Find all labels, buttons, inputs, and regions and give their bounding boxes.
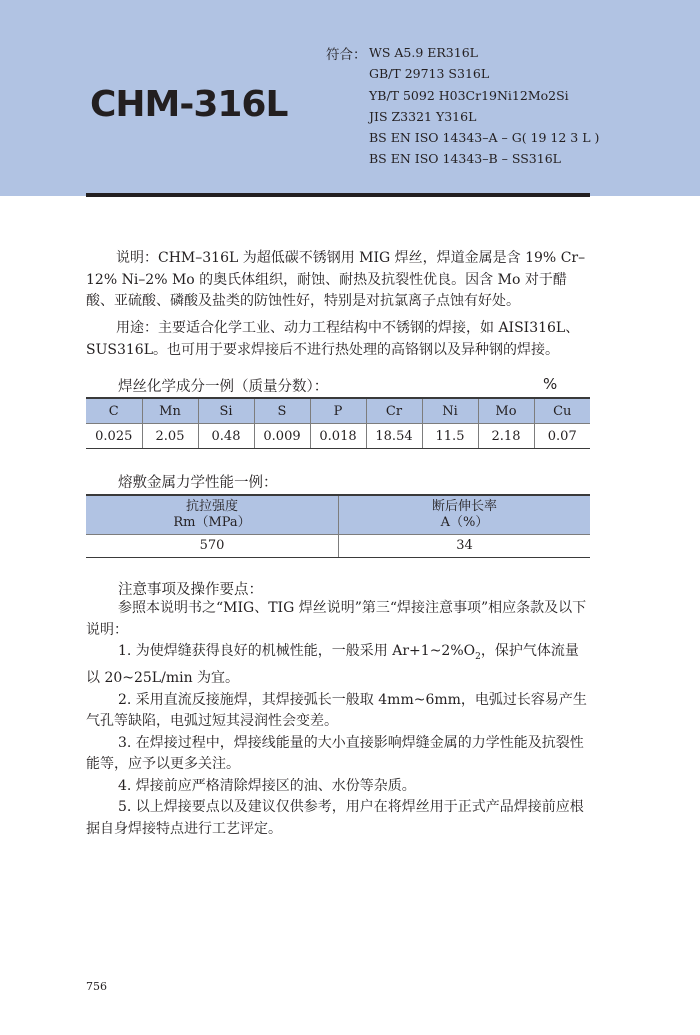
table-header-cell: S <box>254 398 310 424</box>
standards-list <box>369 42 599 170</box>
notes-item1-subscript: 2 <box>475 651 481 662</box>
table-header-cell: Cr <box>366 398 422 424</box>
table-cell: 34 <box>339 535 591 558</box>
table-cell: 18.54 <box>366 424 422 449</box>
notes-title: 注意事项及操作要点： <box>118 582 263 598</box>
tensile-strength-header: 抗拉强度 <box>185 499 238 514</box>
table-header-cell: Mo <box>478 398 534 424</box>
notes-item2-text: 2. 采用直流反接施焊，其焊接弧长一般取 4mm~6mm，电弧过长容易产生气孔等缺陷，电弧过短其浸润性会变差。 <box>86 691 587 730</box>
table-header-row <box>86 495 590 535</box>
notes-item <box>86 641 592 690</box>
table-cell: 2.18 <box>478 424 534 449</box>
mechanical-properties-table <box>86 494 590 558</box>
standard-item: BS EN ISO 14343–A – G( 19 12 3 L ) <box>369 130 600 146</box>
table-header-cell: Ni <box>422 398 478 424</box>
description-paragraph <box>86 248 592 313</box>
notes-item5-text: 5. 以上焊接要点以及建议仅供参考，用户在将焊丝用于正式产品焊接前应根据自身焊接特点进行工艺评定。 <box>86 799 584 837</box>
standards-label: 符合： <box>326 47 367 63</box>
notes-item1-text-end: ，保护气体流量以 20~25L/min 为宜。 <box>86 643 579 687</box>
usage-label: 用途： <box>116 320 158 336</box>
chem-table-title: 焊丝化学成分一例（质量分数）： <box>118 379 329 395</box>
table-header-cell: Mn <box>142 398 198 424</box>
notes-body <box>86 598 592 840</box>
table-row <box>86 424 590 449</box>
table-header-cell: P <box>310 398 366 424</box>
table-header-cell: C <box>86 398 142 424</box>
elongation-header: 断后伸长率 <box>431 499 497 514</box>
elongation-unit: A（%） <box>440 515 489 530</box>
table-header-cell: Cu <box>534 398 590 424</box>
notes-item1-text: 1. 为使焊缝获得良好的机械性能，一般采用 Ar+1~2%O <box>118 643 476 659</box>
mech-table-title: 熔敷金属力学性能一例： <box>118 475 278 491</box>
table-cell: 0.025 <box>86 424 142 449</box>
notes-item <box>86 776 592 798</box>
page-number: 756 <box>86 980 107 993</box>
description-text: CHM–316L 为超低碳不锈钢用 MIG 焊丝，焊道金属是含 19% Cr–12% Ni–2% Mo 的奥氏体组织，耐蚀、耐热及抗裂性优良。因含 Mo 对于醋酸、亚硫酸、磷酸及盐类的防蚀性好，特别是对抗氯离子点蚀有好处。 <box>86 250 586 309</box>
table-cell: 570 <box>86 535 339 558</box>
usage-paragraph <box>86 318 592 361</box>
table-cell: 0.009 <box>254 424 310 449</box>
notes-item <box>86 733 592 776</box>
description-label: 说明： <box>116 250 158 266</box>
table-cell: 0.48 <box>198 424 254 449</box>
header-rule <box>86 193 590 197</box>
standard-item: JIS Z3321 Y316L <box>369 108 477 124</box>
notes-item4-text: 4. 焊接前应严格清除焊接区的油、水份等杂质。 <box>118 777 416 794</box>
table-header-cell: Si <box>198 398 254 424</box>
standard-item: WS A5.9 ER316L <box>369 45 478 60</box>
standard-item: BS EN ISO 14343–B – SS316L <box>369 151 561 167</box>
table-cell: 2.05 <box>142 424 198 449</box>
notes-item <box>86 690 592 733</box>
chem-composition-table <box>86 397 590 449</box>
standard-item: YB/T 5092 H03Cr19Ni12Mo2Si <box>369 87 569 103</box>
notes-item <box>86 797 592 840</box>
table-cell: 0.07 <box>534 424 590 449</box>
notes-intro-text: 参照本说明书之“MIG、TIG 焊丝说明”第三“焊接注意事项”相应条款及以下说明： <box>86 600 587 638</box>
table-cell: 0.018 <box>310 424 366 449</box>
chem-table-unit: % <box>543 375 558 393</box>
table-header-cell <box>86 495 339 535</box>
notes-intro <box>86 598 592 641</box>
standard-item: GB/T 29713 S316L <box>369 66 490 82</box>
table-header-row <box>86 398 590 424</box>
notes-item3-text: 3. 在焊接过程中，焊接线能量的大小直接影响焊缝金属的力学性能及抗裂性能等，应予以更多关注。 <box>86 734 584 773</box>
table-header-cell <box>339 495 591 535</box>
usage-text: 主要适合化学工业、动力工程结构中不锈钢的焊接，如 AISI316L、SUS316L。也可用于要求焊接后不进行热处理的高铬钢以及异种钢的焊接。 <box>86 320 580 358</box>
header-band <box>0 0 700 196</box>
product-name: CHM-316L <box>90 84 288 125</box>
table-cell: 11.5 <box>422 424 478 449</box>
tensile-strength-unit: Rm（MPa） <box>173 515 251 530</box>
table-row <box>86 535 590 558</box>
